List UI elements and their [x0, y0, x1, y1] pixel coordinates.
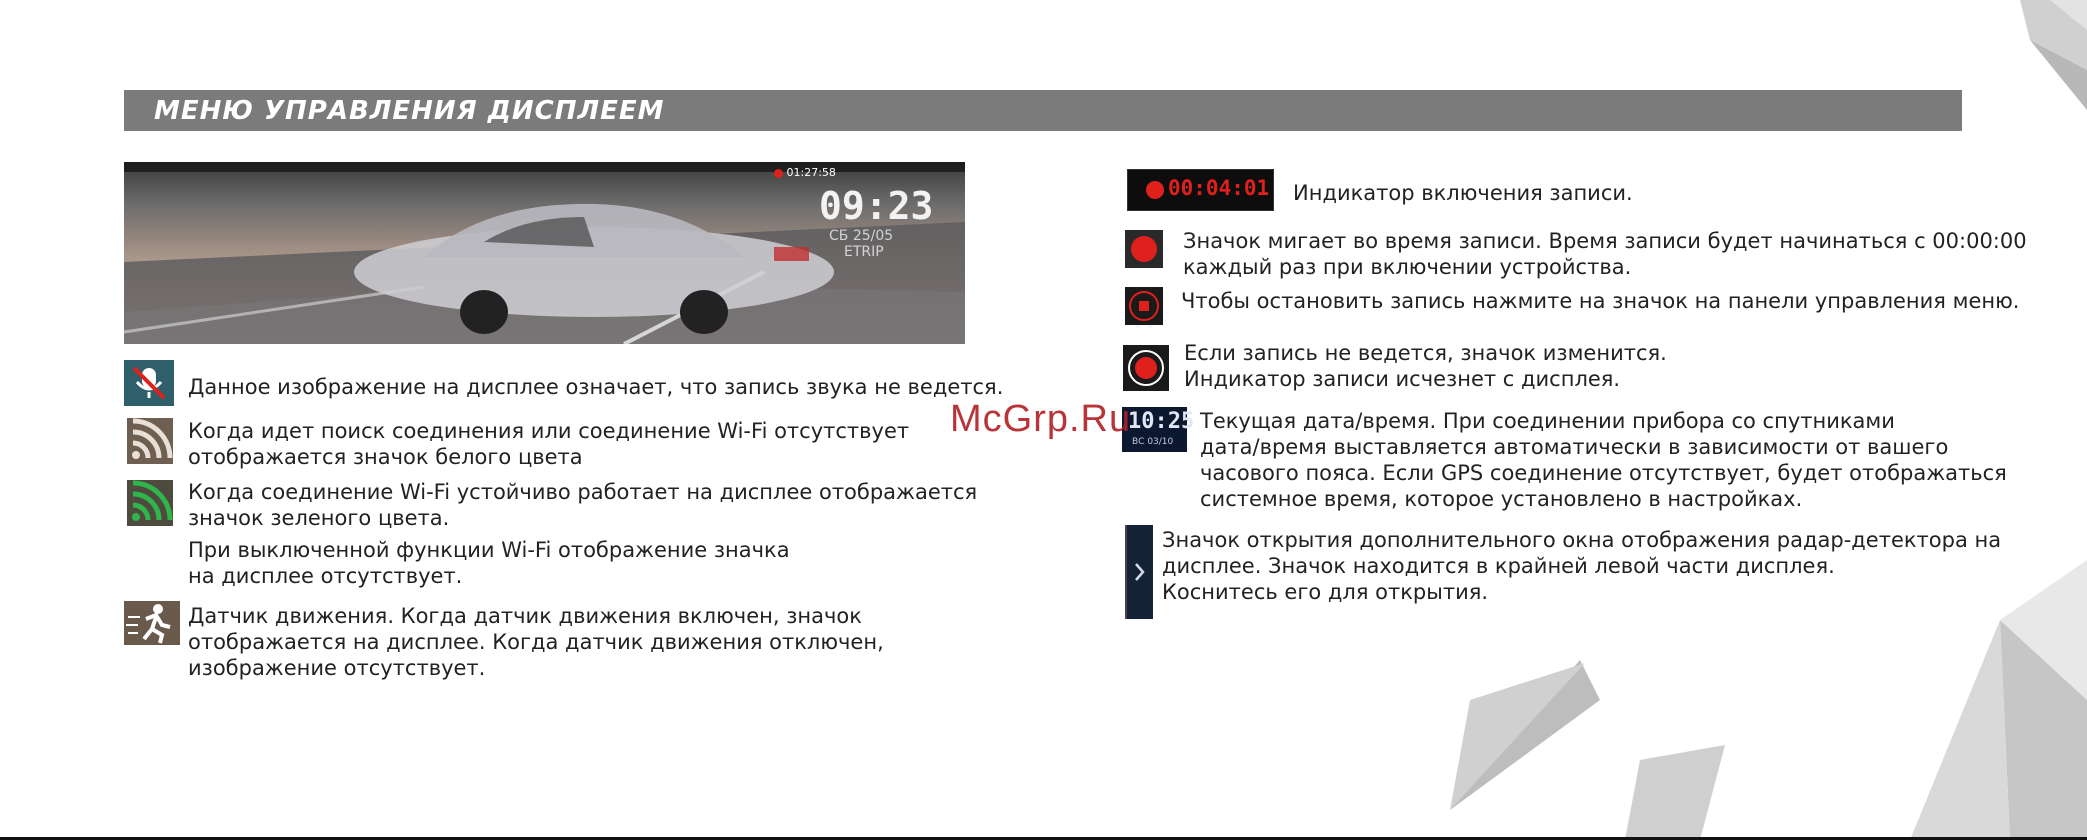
record-button-description: Если запись не ведется, значок изменится. Индикатор записи исчезнет с дисплея.	[1184, 341, 1667, 391]
stop-record-description: Чтобы остановить запись нажмите на значок на панели управления меню.	[1181, 289, 2020, 313]
stop-record-icon[interactable]	[1125, 287, 1163, 325]
status-icons-row	[774, 166, 836, 179]
wifi-white-icon	[127, 418, 173, 464]
record-dot-icon	[1125, 230, 1163, 268]
recording-time: 00:04:01	[1168, 176, 1270, 200]
wifi-white-description: Когда идет поиск соединения или соединение Wi-Fi отсутствует отображается значок белого цвета	[188, 419, 910, 469]
datetime-icon-date: ВС 03/10	[1132, 437, 1174, 447]
recording-indicator-description: Индикатор включения записи.	[1293, 181, 1633, 205]
watermark-text: McGrp.Ru	[950, 398, 1132, 440]
datetime-description: Текущая дата/время. При соединении прибора со спутниками дата/время выставляется автоматически в зависимости от вашего часового пояса. Если GPS соединение отсутствует, будет отображаться системное время, которое установлено в настройках.	[1200, 409, 2007, 511]
record-button-icon[interactable]	[1123, 345, 1169, 391]
wifi-green-description: Когда соединение Wi-Fi устойчиво работает на дисплее отображается значок зеленого цвета.	[188, 480, 978, 530]
mic-off-description: Данное изображение на дисплее означает, что запись звука не ведется.	[188, 375, 1004, 399]
side-panel-description: Значок открытия дополнительного окна отображения радар-детектора на дисплее. Значок находится в крайней левой части дисплея. Коснитесь его для открытия.	[1162, 528, 2002, 604]
section-title: МЕНЮ УПРАВЛЕНИЯ ДИСПЛЕЕМ	[154, 96, 665, 126]
recording-indicator-icon	[1127, 169, 1274, 211]
screen-mode: ETRIP	[844, 244, 884, 260]
datetime-icon	[1122, 407, 1195, 452]
motion-sensor-icon	[124, 601, 180, 645]
record-dot-description: Значок мигает во время записи. Время записи будет начинаться с 00:00:00 каждый раз при включении устройства.	[1183, 229, 2027, 279]
rec-time: 01:27:58	[786, 166, 836, 179]
datetime-icon-time: 10:25	[1128, 409, 1195, 434]
display-screenshot	[124, 162, 965, 344]
section-header	[124, 90, 1962, 131]
mic-off-icon	[124, 360, 174, 406]
motion-sensor-description: Датчик движения. Когда датчик движения включен, значок отображается на дисплее. Когда датчик движения отключен, изображение отсутствует.	[188, 604, 884, 680]
screen-date: СБ 25/05	[829, 228, 894, 244]
wifi-green-icon	[127, 480, 173, 526]
screen-clock: 09:23	[819, 184, 934, 228]
recording-dot-icon	[1146, 181, 1164, 199]
side-panel-arrow-icon[interactable]	[1125, 525, 1153, 619]
wifi-off-description: При выключенной функции Wi-Fi отображение значка на дисплее отсутствует.	[188, 538, 790, 588]
record-dot-small-icon	[774, 169, 783, 178]
